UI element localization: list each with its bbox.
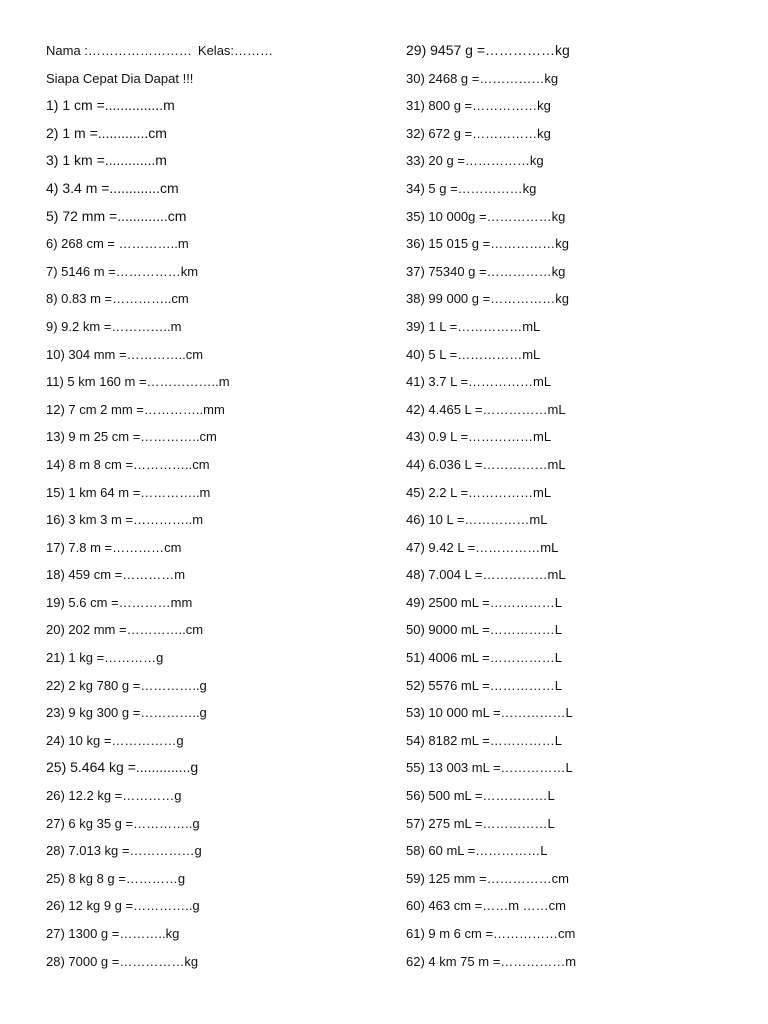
question-item: 30) 2468 g =……………kg [406, 70, 559, 86]
question-item: 21) 1 kg =…………g [46, 650, 164, 666]
question-item: 51) 4006 mL =……………L [406, 650, 562, 666]
question-item: 40) 5 L =……………mL [406, 346, 541, 362]
question-item: 39) 1 L =……………mL [406, 318, 541, 334]
question-item: 8) 0.83 m =…………..cm [46, 291, 189, 307]
question-item: 41) 3.7 L =……………mL [406, 374, 552, 390]
question-item: 34) 5 g =……………kg [406, 180, 537, 196]
question-item: 37) 75340 g =……………kg [406, 263, 566, 279]
question-item: 45) 2.2 L =……………mL [406, 484, 552, 500]
question-item: 11) 5 km 160 m =……………..m [46, 374, 230, 390]
question-item: 27) 1300 g =………..kg [46, 926, 180, 941]
question-item: 6) 268 cm = …………..m [46, 236, 189, 252]
left-column [46, 37, 386, 975]
question-item: 56) 500 mL =……………L [406, 788, 555, 804]
question-item: 19) 5.6 cm =…………mm [46, 594, 193, 610]
question-item: 60) 463 cm =……m ……cm [406, 898, 567, 914]
question-item: 13) 9 m 25 cm =…………..cm [46, 429, 217, 445]
question-item: 31) 800 g =……………kg [406, 98, 551, 114]
question-item: 50) 9000 mL =……………L [406, 622, 562, 638]
question-item: 52) 5576 mL =……………L [406, 677, 562, 693]
question-item: 26) 12.2 kg =…………g [46, 788, 182, 804]
question-item: 28) 7.013 kg =……………g [46, 843, 202, 859]
question-item: 20) 202 mm =…………..cm [46, 622, 204, 638]
question-item: 48) 7.004 L =……………mL [406, 567, 566, 583]
question-item: 7) 5146 m =……………km [46, 263, 199, 279]
question-item: 42) 4.465 L =……………mL [406, 401, 566, 417]
question-item: 2) 1 m =.............cm [46, 124, 167, 141]
worksheet-title: Siapa Cepat Dia Dapat !!! [46, 70, 194, 86]
question-item: 25) 5.464 kg =..............g [46, 759, 199, 776]
question-item: 17) 7.8 m =…………cm [46, 539, 182, 555]
right-column [406, 37, 746, 975]
question-item: 44) 6.036 L =……………mL [406, 456, 566, 472]
question-item: 58) 60 mL =……………L [406, 843, 548, 859]
name-field-label: Nama :…………………… [46, 43, 192, 58]
question-item: 53) 10 000 mL =……………L [406, 705, 573, 721]
question-item: 10) 304 mm =…………..cm [46, 346, 204, 362]
question-item: 24) 10 kg =……………g [46, 732, 184, 748]
question-item: 1) 1 cm =...............m [46, 97, 175, 114]
question-item: 35) 10 000g =……………kg [406, 208, 566, 224]
question-item: 3) 1 km =.............m [46, 152, 167, 169]
question-item: 38) 99 000 g =……………kg [406, 291, 569, 307]
question-item: 62) 4 km 75 m =……………m [406, 953, 577, 969]
question-item: 55) 13 003 mL =……………L [406, 760, 573, 776]
question-item: 9) 9.2 km =…………..m [46, 318, 182, 334]
question-item: 43) 0.9 L =……………mL [406, 429, 552, 445]
question-item: 59) 125 mm =……………cm [406, 870, 569, 886]
question-item: 28) 7000 g =……………kg [46, 953, 199, 969]
question-item: 27) 6 kg 35 g =…………..g [46, 815, 200, 831]
question-item: 15) 1 km 64 m =…………..m [46, 484, 211, 500]
question-item: 33) 20 g =……………kg [406, 153, 544, 169]
question-item: 4) 3.4 m =.............cm [46, 179, 179, 196]
question-item: 16) 3 km 3 m =…………..m [46, 512, 204, 528]
question-item: 49) 2500 mL =……………L [406, 594, 562, 610]
question-item: 47) 9.42 L =……………mL [406, 539, 559, 555]
name-class-row [46, 37, 386, 65]
question-item: 12) 7 cm 2 mm =…………..mm [46, 401, 225, 417]
question-item: 61) 9 m 6 cm =……………cm [406, 926, 576, 941]
question-item: 18) 459 cm =…………m [46, 567, 186, 583]
question-item: 26) 12 kg 9 g =…………..g [46, 898, 200, 914]
question-item: 14) 8 m 8 cm =…………..cm [46, 456, 210, 472]
question-item: 32) 672 g =……………kg [406, 125, 551, 141]
question-item: 25) 8 kg 8 g =…………g [46, 870, 186, 886]
question-item: 29) 9457 g =……………kg [406, 42, 570, 58]
question-item: 54) 8182 mL =……………L [406, 732, 562, 748]
question-item: 23) 9 kg 300 g =…………..g [46, 705, 207, 721]
question-item: 5) 72 mm =.............cm [46, 207, 187, 224]
question-item: 57) 275 mL =……………L [406, 815, 555, 831]
class-field-label: Kelas:……… [197, 43, 274, 58]
question-item: 46) 10 L =……………mL [406, 512, 548, 528]
question-item: 36) 15 015 g =……………kg [406, 236, 569, 252]
question-item: 22) 2 kg 780 g =…………..g [46, 677, 207, 693]
